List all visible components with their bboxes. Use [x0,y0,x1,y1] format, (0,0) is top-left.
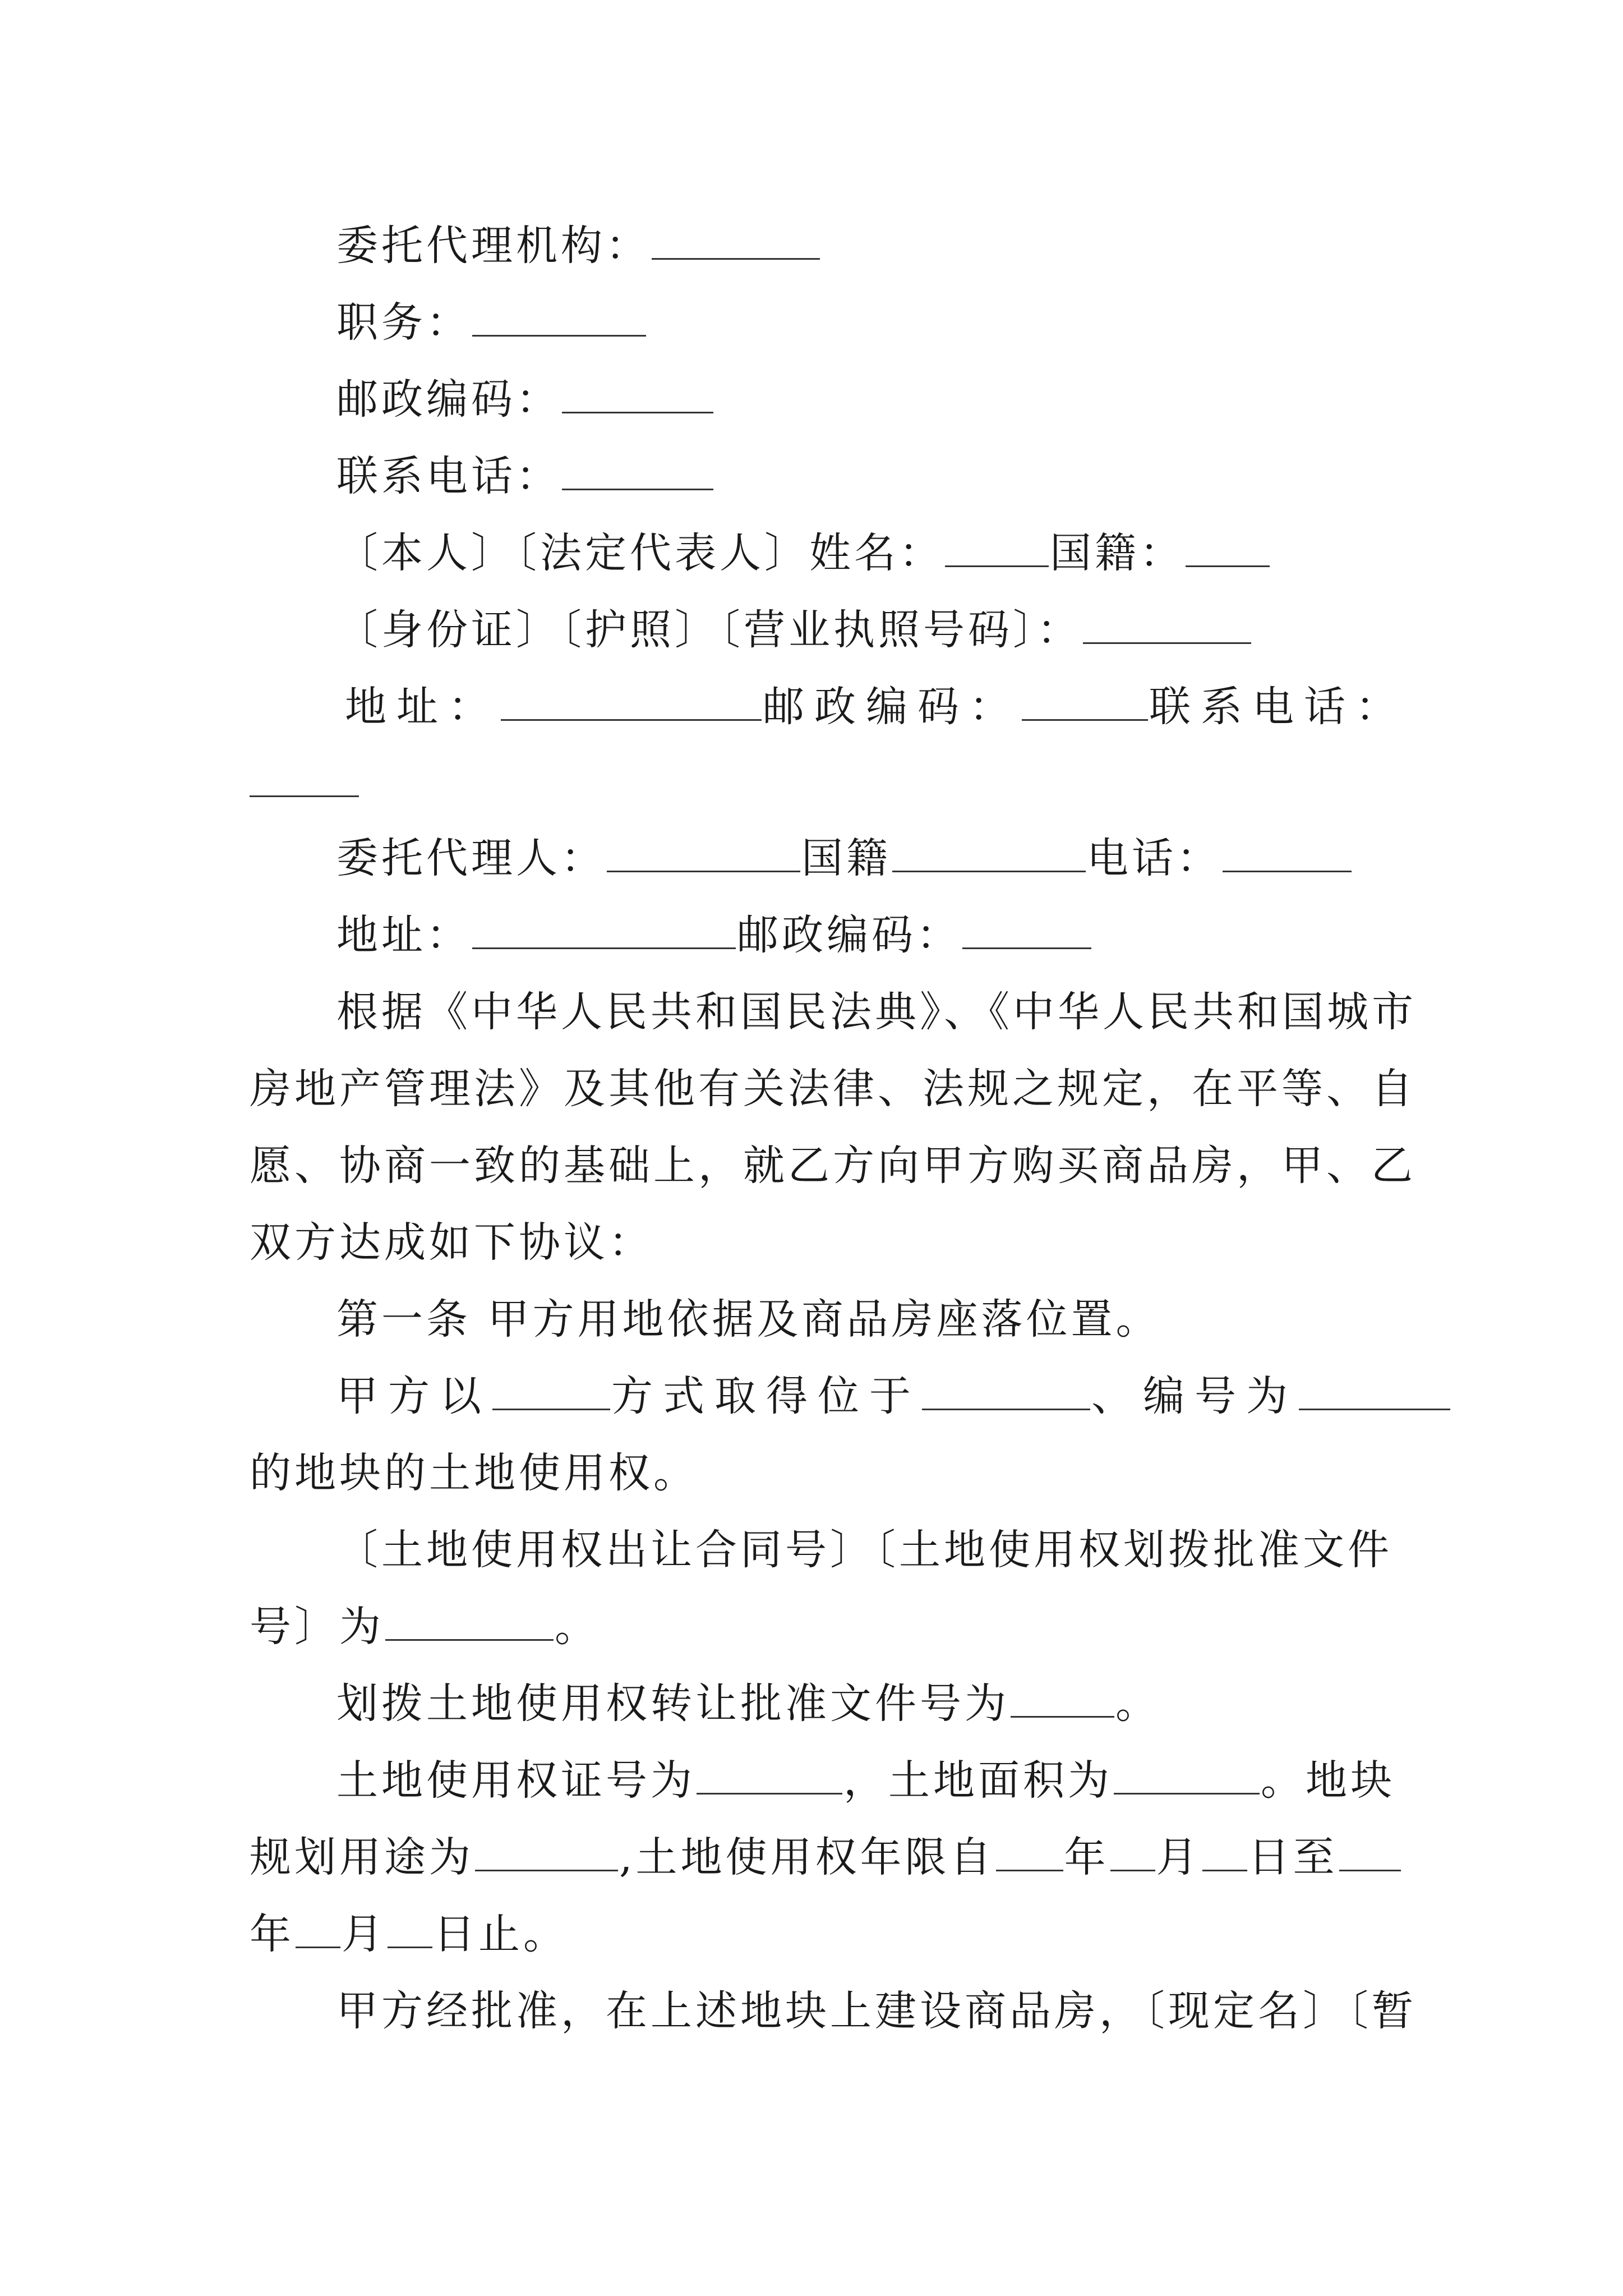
postcode-blank [1022,684,1148,721]
contract-text: 。 [555,1603,600,1651]
phone-label: 联系电话： [336,452,561,500]
end-day-blank [388,1912,432,1948]
agent-org-label: 委托代理机构： [336,222,651,270]
basis-paragraph-line-1 [336,984,1417,1040]
end-month-blank [296,1912,340,1948]
basis-paragraph-line-4 [250,1214,653,1271]
id-line [336,602,1252,658]
phone-blank [562,454,713,490]
contract-number-line-2 [250,1599,600,1655]
phone-label: 联系电话： [1149,683,1407,731]
location-blank [922,1374,1090,1410]
nationality-label: 国籍 [801,834,891,882]
certificate-text: 。地块 [1261,1756,1395,1805]
position-blank [472,300,646,337]
address-blank [472,913,736,949]
certificate-text: 土地使用权证号为 [336,1756,695,1805]
article-title-text: 第一条 甲方用地依据及商品房座落位置。 [336,1295,1161,1343]
position-line [336,295,647,351]
start-day-blank [1202,1835,1247,1871]
party-name-label: 〔本人〕〔法定代表人〕姓名： [336,529,944,577]
transfer-number-blank [1011,1681,1114,1718]
agent-org-blank [652,223,820,260]
parcel-number-blank [1299,1374,1450,1410]
day-to-label: 日至 [1248,1833,1338,1881]
basis-text: 愿、协商一致的基础上，就乙方向甲方购买商品房，甲、乙 [250,1142,1416,1190]
address-contact-line [345,679,1407,735]
nationality-blank [892,836,1086,872]
contract-text: 〔土地使用权出让合同号〕〔土地使用权划拨批准文件 [336,1526,1393,1574]
transfer-text: 划拨土地使用权转让批准文件号为 [336,1680,1009,1728]
land-text: 、编号为 [1091,1372,1298,1420]
basis-paragraph-line-2 [250,1061,1416,1117]
year-label: 年 [250,1910,294,1958]
acquisition-method-blank [492,1374,610,1410]
id-blank [1083,608,1251,644]
land-certificate-line [336,1752,1395,1809]
nationality-blank [1186,531,1270,567]
basis-paragraph-line-3 [250,1138,1416,1194]
party-name-line [336,525,1271,581]
agent-person-line [336,830,1353,886]
land-use-line [250,1829,1402,1885]
phone-label: 电话： [1087,834,1221,882]
address-label: 地址： [345,683,500,731]
use-text: ,土地使用权年限自 [619,1833,995,1881]
postcode-label: 邮政编码： [336,375,561,424]
contract-text: 号〕为 [250,1603,384,1651]
agent-person-blank [607,836,800,872]
land-text: 的地块的土地使用权。 [250,1449,698,1497]
start-month-blank [1110,1835,1155,1871]
contract-number-blank [385,1604,554,1641]
agent-org-line [336,218,821,274]
land-area-blank [1114,1758,1260,1795]
certificate-number-blank [697,1758,842,1795]
phone-blank [1223,836,1352,872]
address-label: 地址： [336,911,471,959]
postcode-line-1 [336,371,714,427]
month-label: 月 [1156,1833,1201,1881]
certificate-text: ，土地面积为 [843,1756,1113,1805]
address-blank [501,684,762,721]
postcode-blank [962,913,1091,949]
start-year-blank [996,1835,1063,1871]
construction-text: 甲方经批准，在上述地块上建设商品房，〔现定名〕〔暂 [336,1987,1417,2035]
land-acquisition-line-2 [250,1445,698,1501]
planned-use-blank [475,1835,618,1871]
nationality-label: 国籍： [1050,529,1184,577]
id-label: 〔身份证〕〔护照〕〔营业执照号码〕： [336,606,1082,654]
use-text: 规划用途为 [250,1833,474,1881]
party-name-blank [945,531,1049,567]
article-1-title [336,1291,1161,1347]
end-year-blank [1339,1835,1401,1871]
construction-line-1 [336,1983,1417,2039]
land-term-end-line [250,1906,568,1962]
transfer-text: 。 [1115,1680,1160,1728]
basis-text: 双方达成如下协议： [250,1218,653,1267]
land-text: 方式取得位于 [611,1372,921,1420]
contract-number-line-1 [336,1522,1393,1578]
basis-text: 根据《中华人民共和国民法典》、《中华人民共和国城市 [336,988,1417,1036]
phone-line-1 [336,448,714,504]
postcode-label: 邮政编码： [763,683,1021,731]
postcode-label: 邮政编码： [737,911,961,959]
position-label: 职务： [336,298,471,347]
month-label: 月 [342,1910,386,1958]
land-acquisition-line-1 [336,1368,1451,1424]
agent-address-line [336,907,1092,963]
year-label: 年 [1064,1833,1109,1881]
day-end-label: 日止。 [434,1910,568,1958]
basis-text: 房地产管理法》及其他有关法律、法规之规定，在平等、自 [250,1065,1416,1113]
land-text: 甲方以 [336,1372,491,1420]
transfer-approval-line [336,1676,1160,1732]
postcode-blank [562,377,713,413]
phone-blank-continued [250,795,359,797]
agent-person-label: 委托代理人： [336,834,606,882]
